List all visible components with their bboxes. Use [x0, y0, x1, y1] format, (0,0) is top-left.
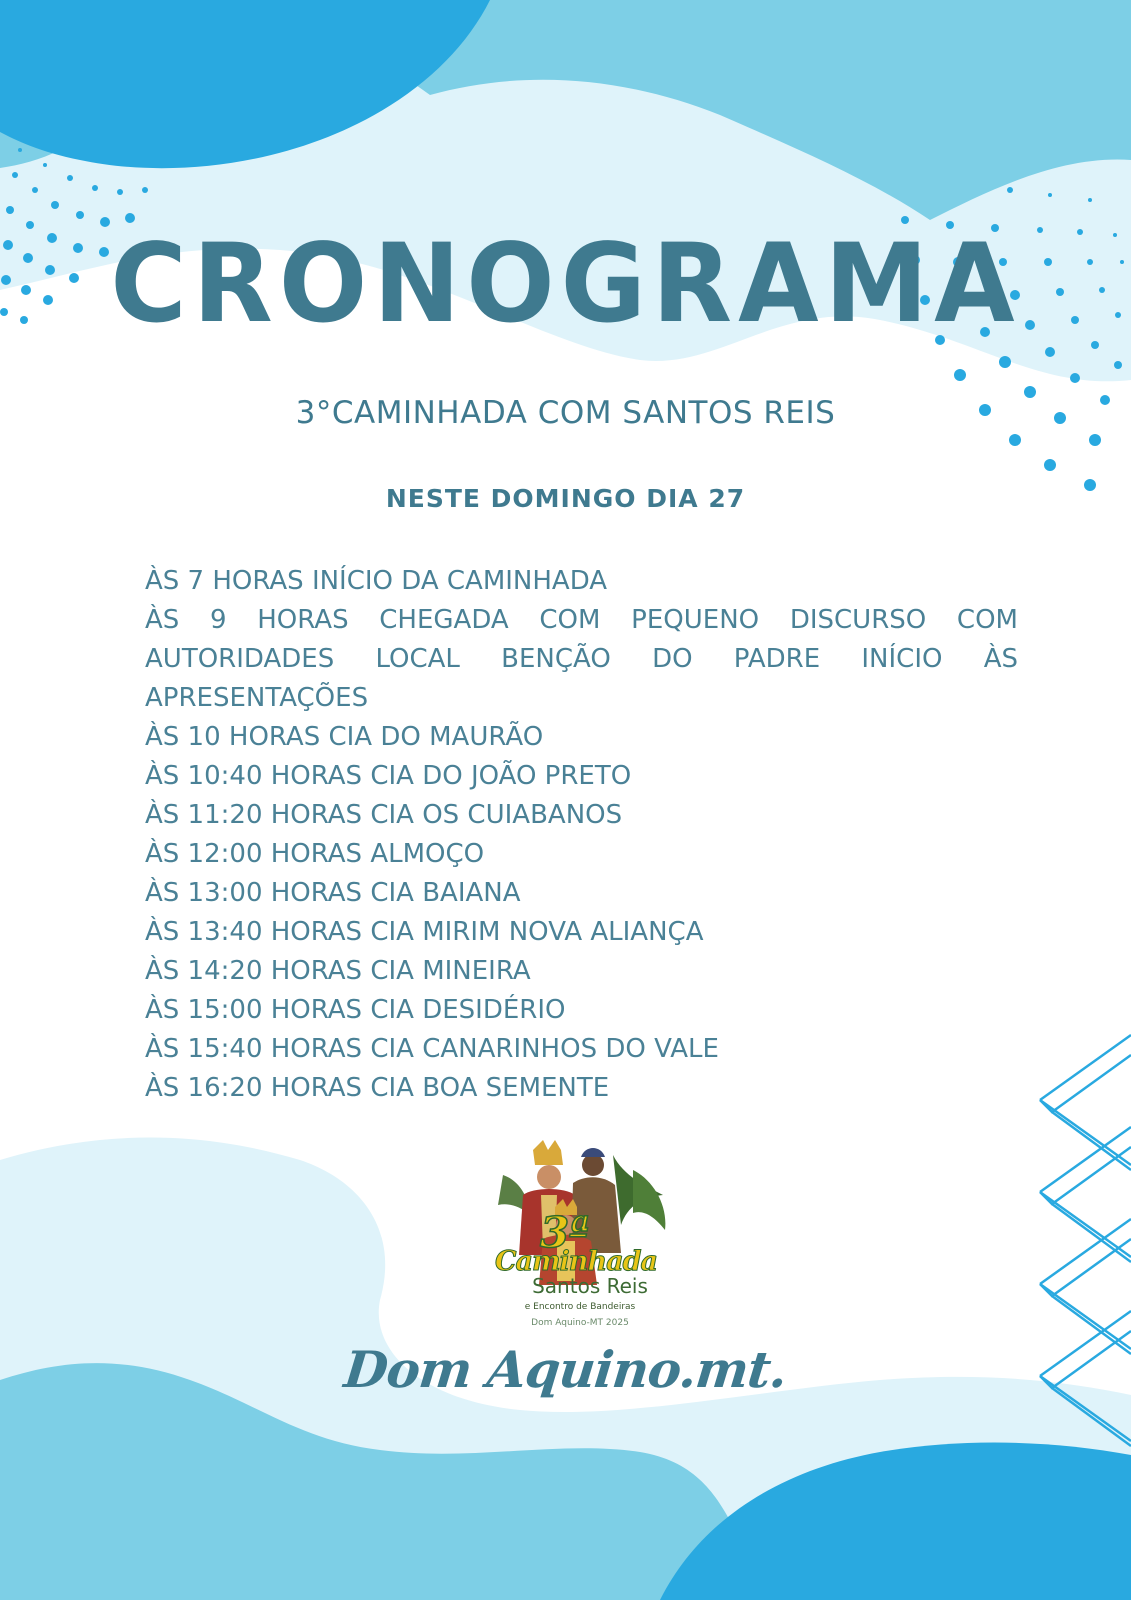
footer-signature: Dom Aquino.mt.: [341, 1340, 790, 1399]
schedule-item: ÀS 9 HORAS CHEGADA COM PEQUENO DISCURSO COM AUTORIDADES LOCAL BENÇÃO DO PADRE INÍCIO ÀS APRESENTAÇÕES: [145, 605, 1018, 713]
schedule-item: ÀS 12:00 HORAS ALMOÇO: [145, 839, 485, 869]
logo-number: 3ª: [540, 1208, 590, 1257]
event-subtitle: 3°CAMINHADA COM SANTOS REIS: [295, 395, 836, 431]
schedule-item: ÀS 11:20 HORAS CIA OS CUIABANOS: [145, 800, 623, 830]
schedule-item: ÀS 15:00 HORAS CIA DESIDÉRIO: [145, 995, 566, 1025]
schedule-item: ÀS 7 HORAS INÍCIO DA CAMINHADA: [145, 566, 608, 596]
schedule-item: ÀS 14:20 HORAS CIA MINEIRA: [145, 956, 531, 986]
logo-encontro: e Encontro de Bandeiras: [524, 1302, 636, 1312]
page-title: CRONOGRAMA: [110, 218, 1021, 348]
schedule-item: ÀS 13:00 HORAS CIA BAIANA: [145, 878, 521, 908]
schedule-item: ÀS 10 HORAS CIA DO MAURÃO: [145, 722, 544, 752]
event-date: NESTE DOMINGO DIA 27: [385, 484, 746, 513]
schedule-item: ÀS 15:40 HORAS CIA CANARINHOS DO VALE: [145, 1034, 719, 1064]
schedule-item: ÀS 10:40 HORAS CIA DO JOÃO PRETO: [145, 761, 632, 791]
logo-caminhada: Caminhada: [495, 1246, 657, 1277]
schedule-list: [145, 562, 1018, 1108]
logo-santos-reis: Santos Reis: [532, 1274, 648, 1298]
schedule-item: ÀS 16:20 HORAS CIA BOA SEMENTE: [145, 1073, 610, 1103]
schedule-item: ÀS 13:40 HORAS CIA MIRIM NOVA ALIANÇA: [145, 917, 704, 947]
logo-place: Dom Aquino-MT 2025: [531, 1318, 629, 1328]
